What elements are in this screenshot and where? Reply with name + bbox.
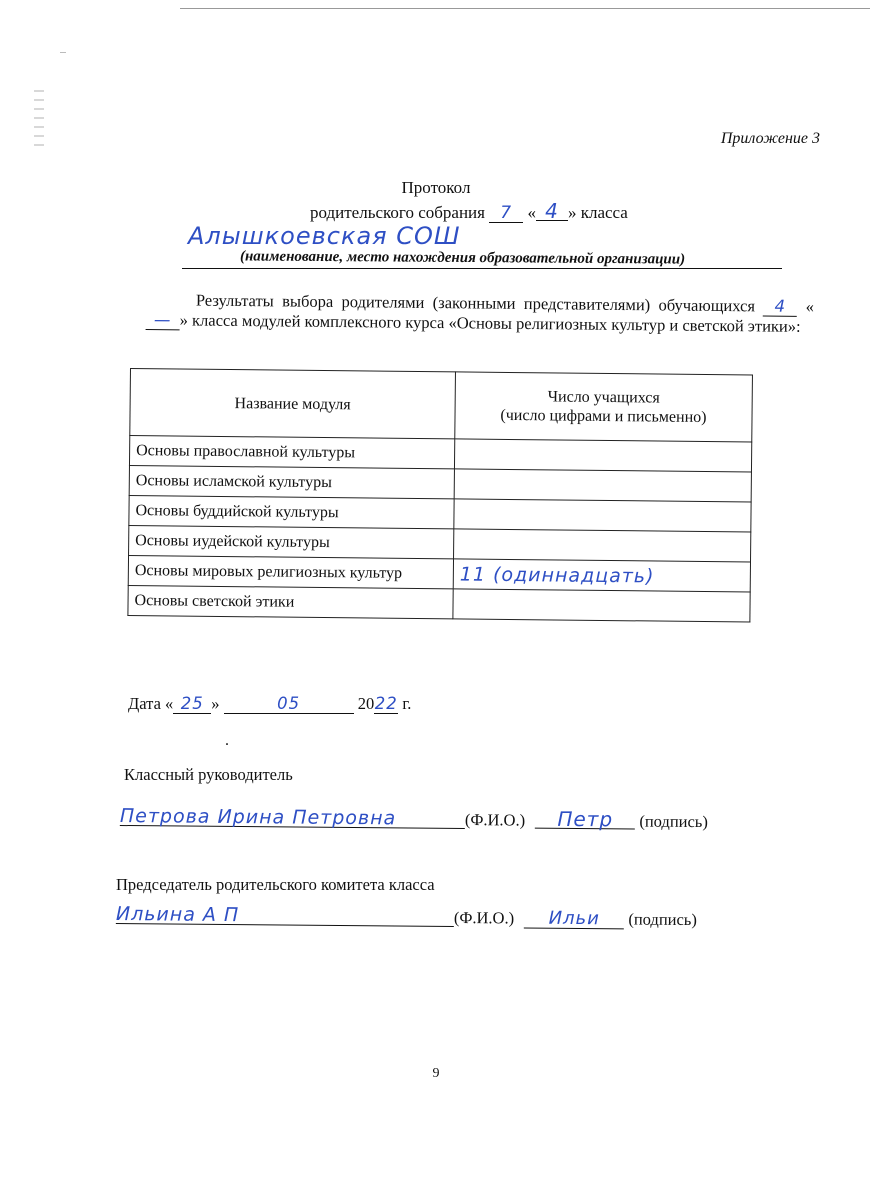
org-name-handwritten: Алышкоевская СОШ <box>188 222 461 250</box>
stray-dot: . <box>225 732 229 749</box>
module-name: Основы православной культуры <box>129 436 454 469</box>
paragraph-line1: Результаты выбора родителями (законными представителями) обучающихся <box>195 290 756 316</box>
teacher-label: Классный руководитель <box>124 765 293 784</box>
teacher-name-field: Петрова Ирина Петровна <box>120 807 465 829</box>
binding-holes <box>34 90 44 150</box>
date-label: Дата « <box>128 694 174 713</box>
teacher-signature-row <box>120 806 708 832</box>
paragraph-rest: » класса модулей комплексного курса «Основы религиозных культур и светской этики»: <box>179 310 801 336</box>
appendix-label: Приложение 3 <box>720 130 820 147</box>
page-number: 9 <box>432 1066 440 1081</box>
class-number-field: 4 <box>763 297 797 316</box>
student-count <box>454 439 751 472</box>
chair-signature-row <box>116 905 697 930</box>
date-quote-close: » <box>211 694 220 713</box>
quote-open: « <box>527 203 536 222</box>
module-name: Основы буддийской культуры <box>129 495 454 528</box>
header-student-count <box>455 372 753 442</box>
class-letter-field: — <box>146 311 180 330</box>
date-day-field: 25 <box>173 695 211 714</box>
module-name: Основы мировых религиозных культур <box>128 555 453 588</box>
date-line <box>128 694 411 714</box>
module-name: Основы исламской культуры <box>129 465 454 498</box>
chair-fio-label: (Ф.И.О.) <box>453 907 515 928</box>
module-name: Основы иудейской культуры <box>129 525 454 558</box>
scan-edge-line <box>180 8 870 9</box>
date-year-field: 22 <box>374 694 398 713</box>
student-count: 11 (одиннадцать) <box>453 559 750 592</box>
student-count <box>454 469 751 502</box>
org-caption: (наименование, место нахождения образовательной организации) <box>239 248 686 268</box>
table-row <box>128 585 750 622</box>
header-count-subtitle: (число цифрами и письменно) <box>500 406 707 427</box>
date-month-field: 05 <box>224 695 354 714</box>
date-end: г. <box>398 694 412 713</box>
student-count <box>454 499 751 532</box>
teacher-fio-label: (Ф.И.О.) <box>464 810 526 830</box>
header-module-name: Название модуля <box>130 369 456 439</box>
header-count-title: Число учащихся <box>547 388 660 407</box>
chair-signature: Ильи <box>524 910 624 930</box>
class-suffix: » класса <box>567 203 628 222</box>
chair-podpis-label: (подпись) <box>628 909 697 930</box>
table-header-row <box>130 369 753 443</box>
student-count <box>453 589 750 622</box>
student-count <box>454 529 751 562</box>
results-paragraph: Результаты выбора родителями (законными представителями) обучающихся 4 «— » класса модулей комплексного курса «Основы религиозных культур и светской этики»: <box>146 290 814 337</box>
scan-mark <box>60 52 66 53</box>
module-name: Основы светской этики <box>128 585 453 618</box>
meeting-subtitle <box>310 199 628 223</box>
subtitle-prefix: родительского собрания <box>310 203 485 222</box>
document-title: Протокол <box>401 178 471 197</box>
grade-number-field: 7 <box>489 204 523 223</box>
modules-table <box>127 368 753 623</box>
chair-name-field: Ильина А П <box>116 905 454 927</box>
teacher-signature: Петр <box>535 810 635 830</box>
grade-letter-field: 4 <box>536 202 568 221</box>
date-year-prefix: 20 <box>357 694 375 713</box>
committee-chair-label: Председатель родительского комитета класса <box>116 875 435 894</box>
teacher-podpis-label: (подпись) <box>639 811 708 832</box>
